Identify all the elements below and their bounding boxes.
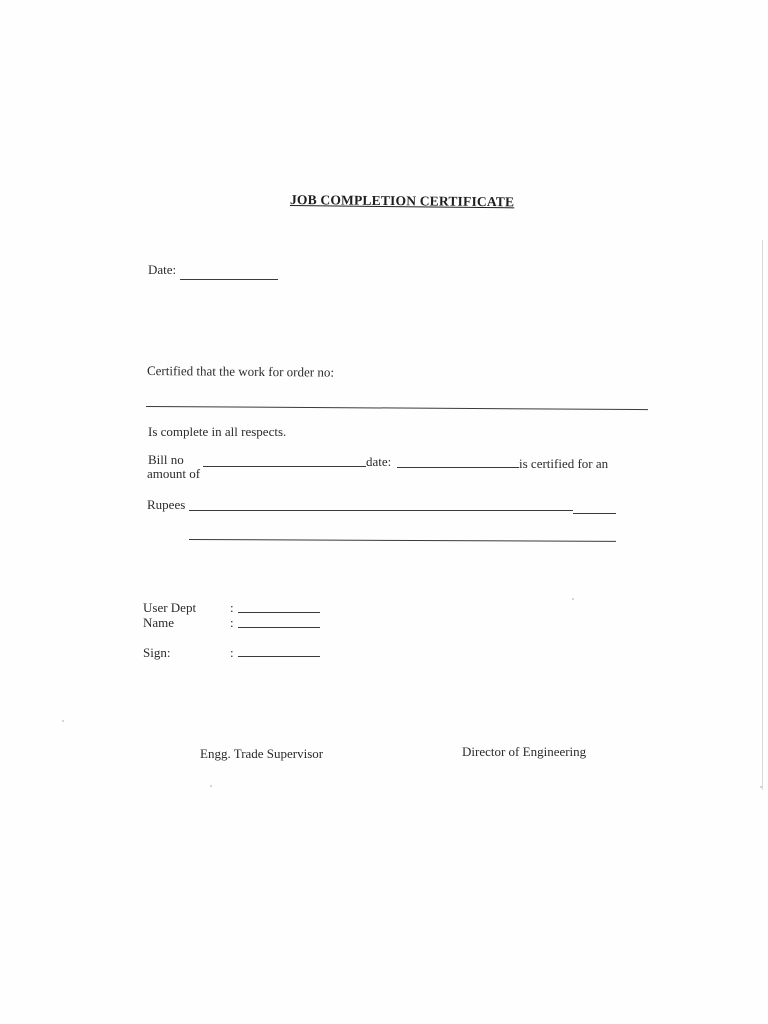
amount-of-text: amount of bbox=[147, 466, 201, 481]
scan-edge-line bbox=[762, 240, 763, 790]
rupees-label: Rupees bbox=[147, 497, 186, 512]
bill-date-label: date: bbox=[366, 454, 392, 469]
complete-text: Is complete in all respects. bbox=[148, 424, 287, 439]
name-label: Name bbox=[143, 615, 175, 630]
user-dept-line bbox=[238, 612, 320, 613]
rupees-second-line bbox=[189, 539, 616, 542]
scan-speck bbox=[210, 785, 212, 787]
signatory-engg-trade-supervisor: Engg. Trade Supervisor bbox=[200, 746, 324, 761]
rupees-line-end bbox=[573, 513, 616, 514]
signatory-director-of-engineering: Director of Engineering bbox=[462, 744, 587, 759]
order-number-line bbox=[146, 406, 648, 410]
bill-date-line bbox=[397, 467, 519, 468]
scan-speck bbox=[62, 720, 64, 722]
scan-speck bbox=[760, 786, 762, 788]
date-label: Date: bbox=[148, 262, 177, 277]
user-dept-label: User Dept bbox=[143, 600, 197, 615]
name-colon: : bbox=[230, 615, 234, 630]
rupees-line bbox=[189, 510, 573, 511]
certified-text: Certified that the work for order no: bbox=[146, 363, 335, 380]
scan-speck bbox=[572, 598, 574, 600]
date-field-line bbox=[180, 279, 278, 280]
document-title: JOB COMPLETION CERTIFICATE bbox=[289, 192, 515, 210]
name-line bbox=[238, 627, 320, 628]
bill-number-line bbox=[203, 466, 366, 467]
bill-label: Bill no bbox=[148, 452, 184, 467]
user-dept-colon: : bbox=[230, 600, 234, 615]
sign-label: Sign: bbox=[143, 645, 171, 660]
sign-colon: : bbox=[230, 645, 234, 660]
certified-amount-text: is certified for an bbox=[519, 456, 609, 471]
sign-line bbox=[238, 656, 320, 657]
